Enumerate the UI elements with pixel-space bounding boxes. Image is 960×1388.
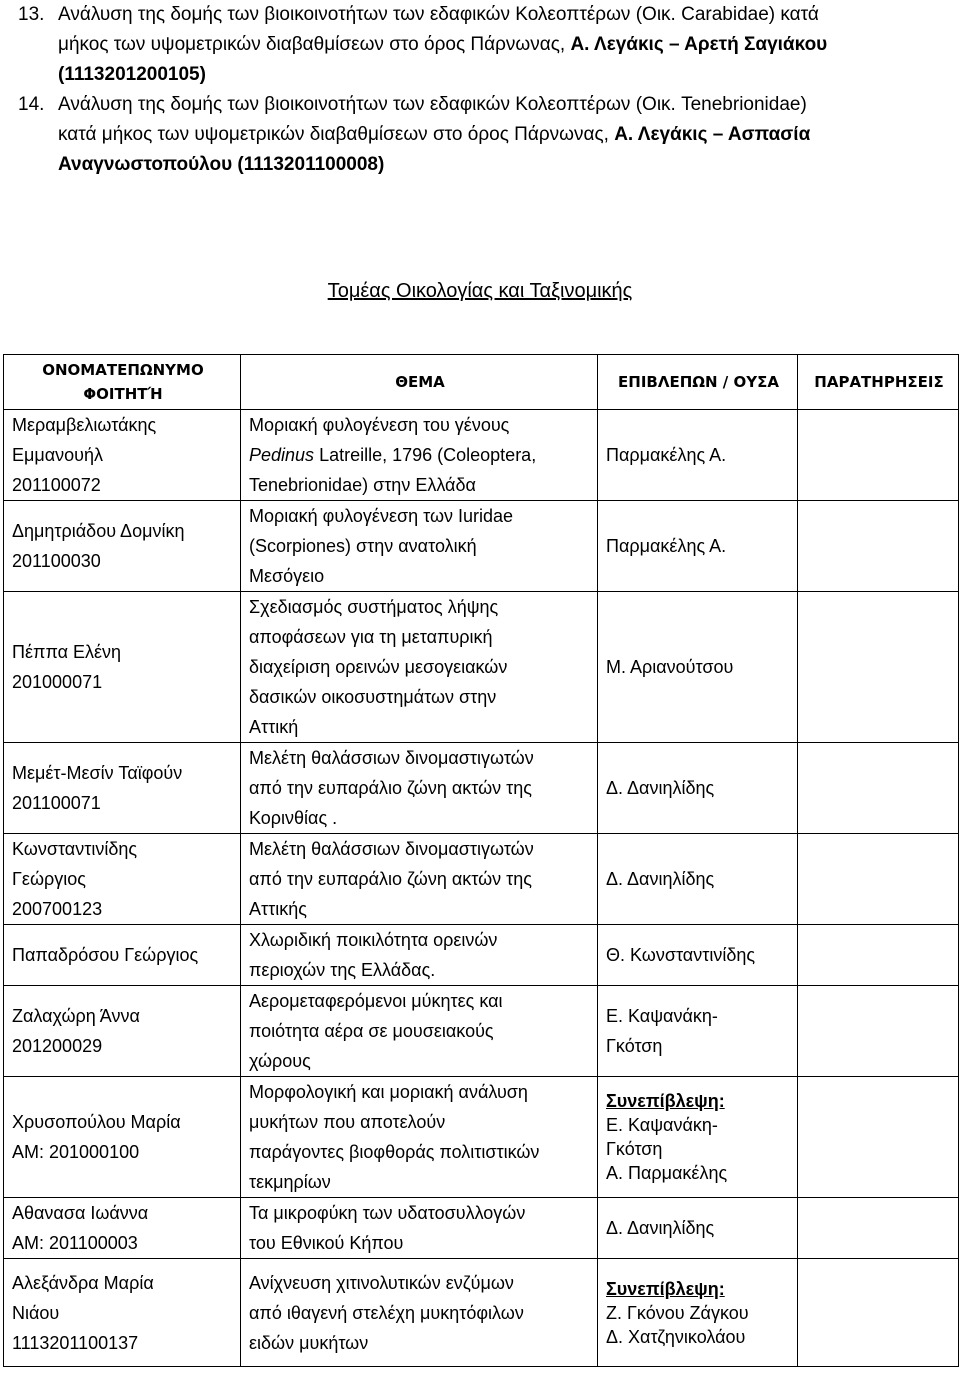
- student-line: Μεραμβελιωτάκης: [12, 415, 157, 435]
- intro-item-text: [58, 90, 940, 180]
- cell-topic: [241, 743, 598, 834]
- student-line: Αθανασα Ιωάννα: [12, 1203, 149, 1223]
- cell-supervisor: [598, 1198, 798, 1259]
- intro-text-part: κατά μήκος των υψομετρικών διαβαθμίσεων στο όρος Πάρνωνας,: [58, 124, 615, 145]
- header-supervisor: ΕΠΙΒΛΕΠΩΝ / ΟΥΣΑ: [598, 355, 798, 410]
- topic-text: δασικών οικοσυστημάτων στην: [249, 687, 497, 707]
- topic-text: από την ευπαράλιο ζώνη ακτών της: [249, 869, 532, 889]
- theses-table: [3, 354, 959, 1367]
- student-line: Πέππα Ελένη: [12, 642, 122, 662]
- cell-topic: [241, 410, 598, 501]
- student-line: 200700123: [12, 899, 103, 919]
- cell-topic: [241, 1077, 598, 1198]
- intro-item-number: 13.: [18, 4, 45, 25]
- table-header-row: [4, 355, 959, 410]
- topic-text: Tenebrionidae) στην Ελλάδα: [249, 475, 476, 495]
- table-row: [4, 925, 959, 986]
- student-line: Γεώργιος: [12, 869, 86, 889]
- header-topic: ΘΕΜΑ: [241, 355, 598, 410]
- topic-text: Μελέτη θαλάσσιων δινομαστιγωτών: [249, 839, 534, 859]
- intro-text-part: Ανάλυση της δομής των βιοικοινοτήτων των εδαφικών Κολεοπτέρων (Οικ. Carabidae) κατά: [58, 4, 819, 25]
- intro-list: [0, 0, 940, 180]
- topic-text: Αερομεταφερόμενοι μύκητες και: [249, 991, 503, 1011]
- supervisor-line: Α. Παρμακέλης: [606, 1163, 728, 1183]
- cell-student: [4, 743, 241, 834]
- supervisor-line: Ε. Καψανάκη-: [606, 1115, 718, 1135]
- cell-supervisor: [598, 501, 798, 592]
- student-line: Νιάου: [12, 1302, 60, 1323]
- cell-notes: [798, 925, 959, 986]
- student-line: ΑΜ: 201000100: [12, 1142, 140, 1162]
- cell-student: [4, 834, 241, 925]
- topic-text: Latreille, 1796 (Coleoptera,: [314, 445, 537, 465]
- student-line: Χρυσοπούλου Μαρία: [12, 1112, 181, 1132]
- cell-topic: [241, 501, 598, 592]
- supervisor-line: Παρμακέλης Α.: [606, 445, 727, 465]
- student-line: Εμμανουήλ: [12, 445, 104, 465]
- student-line: Μεμέτ-Μεσίν Ταϊφούν: [12, 763, 183, 783]
- cell-student: [4, 1198, 241, 1259]
- header-notes: ΠΑΡΑΤΗΡΗΣΕΙΣ: [798, 355, 959, 410]
- supervisor-line: Μ. Αριανούτσου: [606, 657, 734, 677]
- supervisor-line: Παρμακέλης Α.: [606, 536, 727, 556]
- intro-text-part: Α. Λεγάκις – Αρετή Σαγιάκου: [570, 34, 828, 55]
- cell-student: [4, 986, 241, 1077]
- topic-text: αποφάσεων για τη μεταπυρική: [249, 627, 493, 647]
- cell-supervisor: [598, 743, 798, 834]
- cell-notes: [798, 1198, 959, 1259]
- intro-text-part: Ανάλυση της δομής των βιοικοινοτήτων των εδαφικών Κολεοπτέρων (Οικ. Tenebrionidae): [58, 94, 807, 115]
- topic-text: παράγοντες βιοφθοράς πολιτιστικών: [249, 1142, 540, 1162]
- intro-text-part: Α. Λεγάκις – Ασπασία: [614, 124, 811, 145]
- supervisor-line: Δ. Δανιηλίδης: [606, 869, 715, 889]
- student-line: Δημητριάδου Δομνίκη: [12, 521, 185, 541]
- student-line: 201200029: [12, 1036, 103, 1056]
- student-line: 201100072: [12, 475, 101, 495]
- cell-notes: [798, 1077, 959, 1198]
- topic-text: Pedinus: [249, 445, 315, 465]
- table-row: [4, 592, 959, 743]
- student-line: 201100071: [12, 793, 101, 813]
- table-row: [4, 986, 959, 1077]
- section-title: Τομέας Οικολογίας και Ταξινομικής: [327, 280, 633, 302]
- cell-topic: [241, 834, 598, 925]
- header-student: ΟΝΟΜΑΤΕΠΩΝΥΜΟ ΦΟΙΤΗΤΉ: [4, 355, 241, 410]
- intro-text-part: (1113201200105): [58, 64, 206, 85]
- topic-text: χώρους: [249, 1051, 311, 1071]
- student-line: 201100030: [12, 551, 101, 571]
- topic-text: Αττική: [249, 717, 299, 737]
- cell-supervisor: [598, 1077, 798, 1198]
- table-row: [4, 834, 959, 925]
- supervisor-line: Ε. Καψανάκη-: [606, 1006, 718, 1026]
- topic-text: από ιθαγενή στελέχη μυκητόφιλων: [249, 1302, 524, 1323]
- topic-text: Μεσόγειο: [249, 566, 325, 586]
- student-line: 201000071: [12, 672, 103, 692]
- cell-topic: [241, 592, 598, 743]
- topic-text: Μοριακή φυλογένεση του γένους: [249, 415, 510, 435]
- topic-text: (Scorpiones) στην ανατολική: [249, 536, 477, 556]
- cell-topic: [241, 1198, 598, 1259]
- topic-text: Αττικής: [249, 899, 307, 919]
- topic-text: τεκμηρίων: [249, 1172, 331, 1192]
- cell-supervisor: [598, 1259, 798, 1367]
- cell-notes: [798, 410, 959, 501]
- table-row: [4, 1077, 959, 1198]
- topic-text: από την ευπαράλιο ζώνη ακτών της: [249, 778, 532, 798]
- cell-notes: [798, 592, 959, 743]
- supervisor-line: Δ. Δανιηλίδης: [606, 1218, 715, 1238]
- topic-text: Μοριακή φυλογένεση των Iuridae: [249, 506, 514, 526]
- cell-supervisor: [598, 986, 798, 1077]
- cell-student: [4, 1077, 241, 1198]
- intro-item-number: 14.: [18, 94, 45, 115]
- co-supervision-label: Συνεπίβλεψη:: [606, 1278, 725, 1299]
- supervisor-line: Γκότση: [606, 1036, 663, 1056]
- table-row: [4, 410, 959, 501]
- intro-item: [0, 90, 940, 180]
- cell-topic: [241, 1259, 598, 1367]
- topic-text: Τα μικροφύκη των υδατοσυλλογών: [249, 1203, 526, 1223]
- supervisor-line: Θ. Κωνσταντινίδης: [606, 945, 756, 965]
- cell-student: [4, 1259, 241, 1367]
- topic-text: Σχεδιασμός συστήματος λήψης: [249, 597, 499, 617]
- student-line: 1113201100137: [12, 1332, 139, 1353]
- intro-item: [0, 0, 940, 90]
- topic-text: ποιότητα αέρα σε μουσειακούς: [249, 1021, 494, 1041]
- student-line: Κωνσταντινίδης: [12, 839, 138, 859]
- table-row: [4, 1198, 959, 1259]
- topic-text: ειδών μυκήτων: [249, 1332, 369, 1353]
- cell-notes: [798, 1259, 959, 1367]
- cell-supervisor: [598, 592, 798, 743]
- intro-text-part: Αναγνωστοπούλου (1113201100008): [58, 154, 385, 175]
- supervisor-line: Γκότση: [606, 1139, 663, 1159]
- cell-topic: [241, 925, 598, 986]
- topic-text: περιοχών της Ελλάδας.: [249, 960, 436, 980]
- cell-student: [4, 925, 241, 986]
- topic-text: Κορινθίας .: [249, 808, 338, 828]
- cell-notes: [798, 986, 959, 1077]
- table-row: [4, 743, 959, 834]
- cell-student: [4, 501, 241, 592]
- supervisor-line: Δ. Χατζηνικολάου: [606, 1326, 746, 1347]
- topic-text: μυκήτων που αποτελούν: [249, 1112, 446, 1132]
- supervisor-line: Ζ. Γκόνου Ζάγκου: [606, 1302, 749, 1323]
- supervisor-line: Δ. Δανιηλίδης: [606, 778, 715, 798]
- student-line: Παπαδρόσου Γεώργιος: [12, 945, 199, 965]
- topic-text: διαχείριση ορεινών μεσογειακών: [249, 657, 508, 677]
- student-line: ΑΜ: 201100003: [12, 1233, 138, 1253]
- topic-text: του Εθνικού Κήπου: [249, 1233, 404, 1253]
- topic-text: Μελέτη θαλάσσιων δινομαστιγωτών: [249, 748, 534, 768]
- cell-student: [4, 410, 241, 501]
- cell-topic: [241, 986, 598, 1077]
- topic-text: Χλωριδική ποικιλότητα ορεινών: [249, 930, 498, 950]
- co-supervision-label: Συνεπίβλεψη:: [606, 1091, 725, 1111]
- cell-student: [4, 592, 241, 743]
- intro-item-text: [58, 0, 940, 90]
- cell-supervisor: [598, 410, 798, 501]
- table-row: [4, 1259, 959, 1367]
- cell-supervisor: [598, 834, 798, 925]
- cell-notes: [798, 743, 959, 834]
- topic-text: Μορφολογική και μοριακή ανάλυση: [249, 1082, 528, 1102]
- student-line: Αλεξάνδρα Μαρία: [12, 1272, 154, 1293]
- student-line: Ζαλαχώρη Άννα: [12, 1006, 140, 1026]
- cell-supervisor: [598, 925, 798, 986]
- cell-notes: [798, 501, 959, 592]
- table-row: [4, 501, 959, 592]
- topic-text: Ανίχνευση χιτινολυτικών ενζύμων: [249, 1272, 514, 1293]
- cell-notes: [798, 834, 959, 925]
- intro-text-part: μήκος των υψομετρικών διαβαθμίσεων στο όρος Πάρνωνας,: [58, 34, 571, 55]
